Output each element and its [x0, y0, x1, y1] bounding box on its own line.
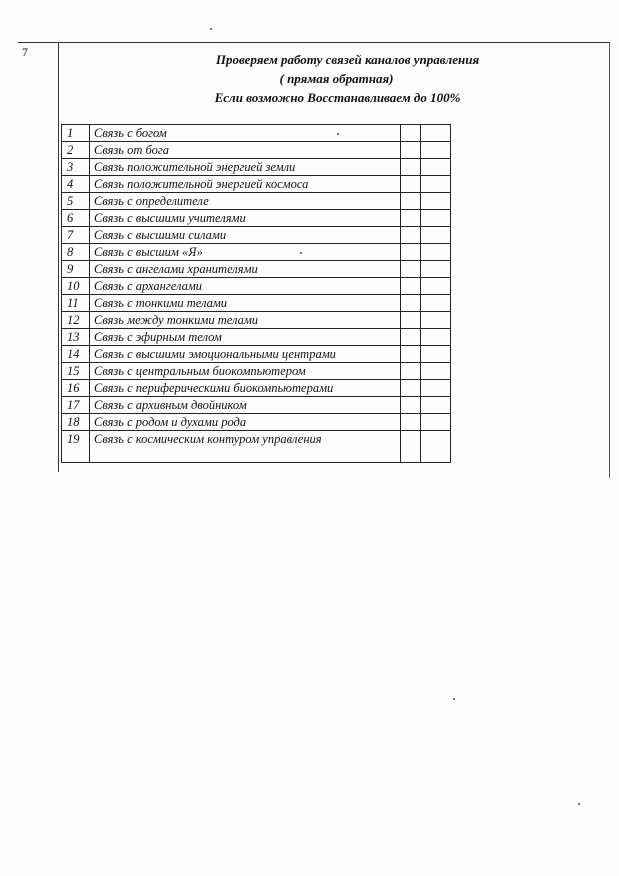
check-cell-reverse[interactable]	[421, 414, 451, 431]
table-row	[62, 278, 451, 295]
scan-speck	[300, 252, 302, 254]
heading-line-2: ( прямая обратная)	[279, 71, 394, 86]
check-cell-reverse[interactable]	[421, 210, 451, 227]
row-text: Связь с родом и духами рода	[90, 414, 401, 431]
check-cell-direct[interactable]	[401, 142, 421, 159]
check-cell-direct[interactable]	[401, 329, 421, 346]
row-text: Связь с тонкими телами	[90, 295, 401, 312]
row-number: 19	[62, 431, 90, 463]
check-cell-reverse[interactable]	[421, 244, 451, 261]
row-text: Связь между тонкими телами	[90, 312, 401, 329]
check-cell-direct[interactable]	[401, 244, 421, 261]
heading-line-1: Проверяем работу связей каналов управления	[215, 52, 480, 67]
row-text: Связь от бога	[90, 142, 401, 159]
row-text: Связь с архангелами	[90, 278, 401, 295]
check-cell-direct[interactable]	[401, 278, 421, 295]
table-row	[62, 142, 451, 159]
scan-speck	[453, 698, 455, 700]
table-row	[62, 397, 451, 414]
row-number: 4	[62, 176, 90, 193]
row-number: 16	[62, 380, 90, 397]
table-row	[62, 261, 451, 278]
check-cell-direct[interactable]	[401, 431, 421, 463]
check-cell-reverse[interactable]	[421, 159, 451, 176]
table-row	[62, 210, 451, 227]
check-cell-direct[interactable]	[401, 125, 421, 142]
scan-speck	[337, 133, 339, 135]
row-text: Связь с богом	[90, 125, 401, 142]
check-cell-direct[interactable]	[401, 414, 421, 431]
row-number: 14	[62, 346, 90, 363]
check-cell-direct[interactable]	[401, 346, 421, 363]
check-cell-reverse[interactable]	[421, 380, 451, 397]
table-row	[62, 346, 451, 363]
check-cell-reverse[interactable]	[421, 363, 451, 380]
row-number: 13	[62, 329, 90, 346]
check-cell-direct[interactable]	[401, 227, 421, 244]
page-number: 7	[22, 45, 28, 59]
row-number: 10	[62, 278, 90, 295]
table-row	[62, 244, 451, 261]
row-number: 6	[62, 210, 90, 227]
row-text: Связь с эфирным телом	[90, 329, 401, 346]
table-row	[62, 295, 451, 312]
row-number: 17	[62, 397, 90, 414]
check-cell-direct[interactable]	[401, 380, 421, 397]
check-cell-reverse[interactable]	[421, 193, 451, 210]
row-text: Связь с высшим «Я»	[90, 244, 401, 261]
row-text: Связь с определителе	[90, 193, 401, 210]
row-number: 8	[62, 244, 90, 261]
row-number: 5	[62, 193, 90, 210]
row-text: Связь с центральным биокомпьютером	[90, 363, 401, 380]
check-cell-reverse[interactable]	[421, 329, 451, 346]
row-text: Связь положительной энергией космоса	[90, 176, 401, 193]
row-text: Связь с ангелами хранителями	[90, 261, 401, 278]
scan-speck	[578, 803, 580, 805]
row-number: 18	[62, 414, 90, 431]
check-cell-direct[interactable]	[401, 312, 421, 329]
row-number: 15	[62, 363, 90, 380]
row-number: 2	[62, 142, 90, 159]
check-cell-direct[interactable]	[401, 193, 421, 210]
table-row	[62, 125, 451, 142]
check-cell-reverse[interactable]	[421, 125, 451, 142]
table-row	[62, 414, 451, 431]
check-cell-reverse[interactable]	[421, 227, 451, 244]
row-number: 3	[62, 159, 90, 176]
table-row	[62, 329, 451, 346]
check-cell-direct[interactable]	[401, 397, 421, 414]
row-number: 7	[62, 227, 90, 244]
row-text: Связь с высшими эмоциональными центрами	[90, 346, 401, 363]
scan-speck	[210, 28, 212, 30]
row-number: 11	[62, 295, 90, 312]
check-cell-reverse[interactable]	[421, 295, 451, 312]
table-row	[62, 193, 451, 210]
check-cell-direct[interactable]	[401, 159, 421, 176]
check-cell-reverse[interactable]	[421, 261, 451, 278]
check-cell-direct[interactable]	[401, 363, 421, 380]
row-number: 9	[62, 261, 90, 278]
row-number: 12	[62, 312, 90, 329]
row-text: Связь с высшими учителями	[90, 210, 401, 227]
check-cell-reverse[interactable]	[421, 312, 451, 329]
table-row	[62, 431, 451, 463]
heading-line-3: Если возможно Восстанавливаем до 100%	[214, 90, 461, 105]
frame-right-line	[609, 42, 610, 478]
check-cell-direct[interactable]	[401, 261, 421, 278]
check-cell-direct[interactable]	[401, 176, 421, 193]
check-cell-reverse[interactable]	[421, 431, 451, 463]
check-cell-reverse[interactable]	[421, 278, 451, 295]
check-cell-reverse[interactable]	[421, 176, 451, 193]
row-text: Связь с высшими силами	[90, 227, 401, 244]
document-heading	[58, 50, 609, 107]
check-cell-reverse[interactable]	[421, 397, 451, 414]
table-row	[62, 312, 451, 329]
row-text: Связь положительной энергией земли	[90, 159, 401, 176]
row-number: 1	[62, 125, 90, 142]
table-row	[62, 176, 451, 193]
table-row	[62, 159, 451, 176]
row-text: Связь с архивным двойником	[90, 397, 401, 414]
row-text: Связь с периферическими биокомпьютерами	[90, 380, 401, 397]
check-cell-reverse[interactable]	[421, 142, 451, 159]
row-text: Связь с космическим контуром управления	[90, 431, 401, 463]
table-row	[62, 380, 451, 397]
table-row	[62, 227, 451, 244]
table-row	[62, 363, 451, 380]
check-cell-direct[interactable]	[401, 210, 421, 227]
frame-top-line	[18, 42, 609, 43]
check-cell-direct[interactable]	[401, 295, 421, 312]
check-cell-reverse[interactable]	[421, 346, 451, 363]
links-table-body	[62, 125, 451, 463]
links-table	[61, 124, 451, 463]
